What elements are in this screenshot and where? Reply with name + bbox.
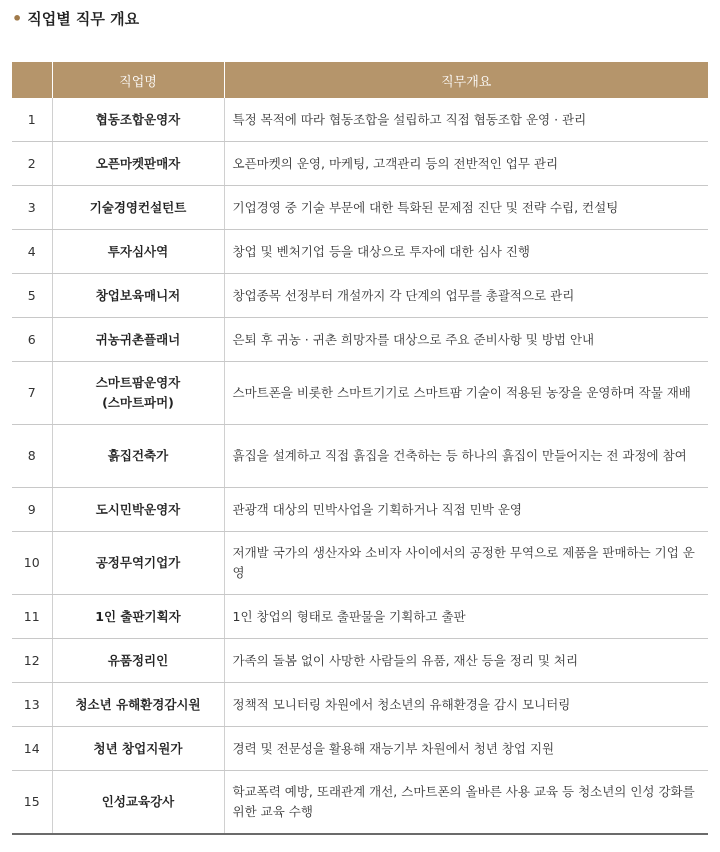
job-description: 기업경영 중 기술 부문에 대한 특화된 문제점 진단 및 전략 수립, 컨설팅 [224,186,708,230]
job-name: 1인 출판기획자 [52,595,224,639]
table-row [12,771,708,835]
table-row [12,274,708,318]
job-description: 관광객 대상의 민박사업을 기획하거나 직접 민박 운영 [224,488,708,532]
header-job-name: 직업명 [52,62,224,98]
job-name: 도시민박운영자 [52,488,224,532]
table-row [12,186,708,230]
job-name: 귀농귀촌플래너 [52,318,224,362]
job-name: 흙집건축가 [52,425,224,488]
table-row [12,488,708,532]
job-name: 청소년 유해환경감시원 [52,683,224,727]
table-row [12,98,708,142]
table-row [12,362,708,425]
table-row [12,425,708,488]
job-name: 오픈마켓판매자 [52,142,224,186]
job-name: 기술경영컨설턴트 [52,186,224,230]
job-description: 오픈마켓의 운영, 마케팅, 고객관리 등의 전반적인 업무 관리 [224,142,708,186]
job-name: 청년 창업지원가 [52,727,224,771]
row-number: 8 [12,425,52,488]
row-number: 1 [12,98,52,142]
table-header-row [12,62,708,98]
header-job-overview: 직무개요 [224,62,708,98]
bullet-icon: • [12,8,23,28]
row-number: 3 [12,186,52,230]
job-description: 은퇴 후 귀농 · 귀촌 희망자를 대상으로 주요 준비사항 및 방법 안내 [224,318,708,362]
row-number: 2 [12,142,52,186]
table-row [12,727,708,771]
job-description: 경력 및 전문성을 활용해 재능기부 차원에서 청년 창업 지원 [224,727,708,771]
table-row [12,142,708,186]
job-name: 투자심사역 [52,230,224,274]
table-row [12,595,708,639]
table-row [12,683,708,727]
job-description: 학교폭력 예방, 또래관계 개선, 스마트폰의 올바른 사용 교육 등 청소년의 인성 강화를 위한 교육 수행 [232,784,695,819]
job-description: 흙집을 설계하고 직접 흙집을 건축하는 등 하나의 흙집이 만들어지는 전 과정에 참여 [224,425,708,488]
section-heading [12,6,139,30]
header-number [12,62,52,98]
job-description: 스마트폰을 비롯한 스마트기기로 스마트팜 기술이 적용된 농장을 운영하며 작물 재배 [224,362,708,425]
job-name: 창업보육매니저 [52,274,224,318]
row-number: 10 [12,532,52,595]
section-title: 직업별 직무 개요 [27,9,140,28]
job-description: 창업종목 선정부터 개설까지 각 단계의 업무를 총괄적으로 관리 [224,274,708,318]
job-description: 가족의 돌봄 없이 사망한 사람들의 유품, 재산 등을 정리 및 처리 [224,639,708,683]
table-row [12,318,708,362]
job-name: 유품정리인 [52,639,224,683]
row-number: 7 [12,362,52,425]
row-number: 5 [12,274,52,318]
job-name: 공정무역기업가 [52,532,224,595]
job-description: 1인 창업의 형태로 출판물을 기획하고 출판 [224,595,708,639]
job-name: 인성교육강사 [52,771,224,835]
row-number: 15 [12,771,52,835]
job-name: 협동조합운영자 [52,98,224,142]
row-number: 11 [12,595,52,639]
row-number: 4 [12,230,52,274]
table-row [12,639,708,683]
row-number: 12 [12,639,52,683]
job-description: 창업 및 벤처기업 등을 대상으로 투자에 대한 심사 진행 [224,230,708,274]
table-row [12,230,708,274]
row-number: 9 [12,488,52,532]
job-description: 정책적 모니터링 차원에서 청소년의 유해환경을 감시 모니터링 [224,683,708,727]
table-row [12,532,708,595]
job-overview-table [12,62,708,835]
job-description: 특정 목적에 따라 협동조합을 설립하고 직접 협동조합 운영 · 관리 [224,98,708,142]
row-number: 14 [12,727,52,771]
row-number: 13 [12,683,52,727]
row-number: 6 [12,318,52,362]
job-name: 스마트팜운영자 (스마트파머) [52,362,224,425]
job-description: 저개발 국가의 생산자와 소비자 사이에서의 공정한 무역으로 제품을 판매하는 기업 운영 [224,532,708,595]
